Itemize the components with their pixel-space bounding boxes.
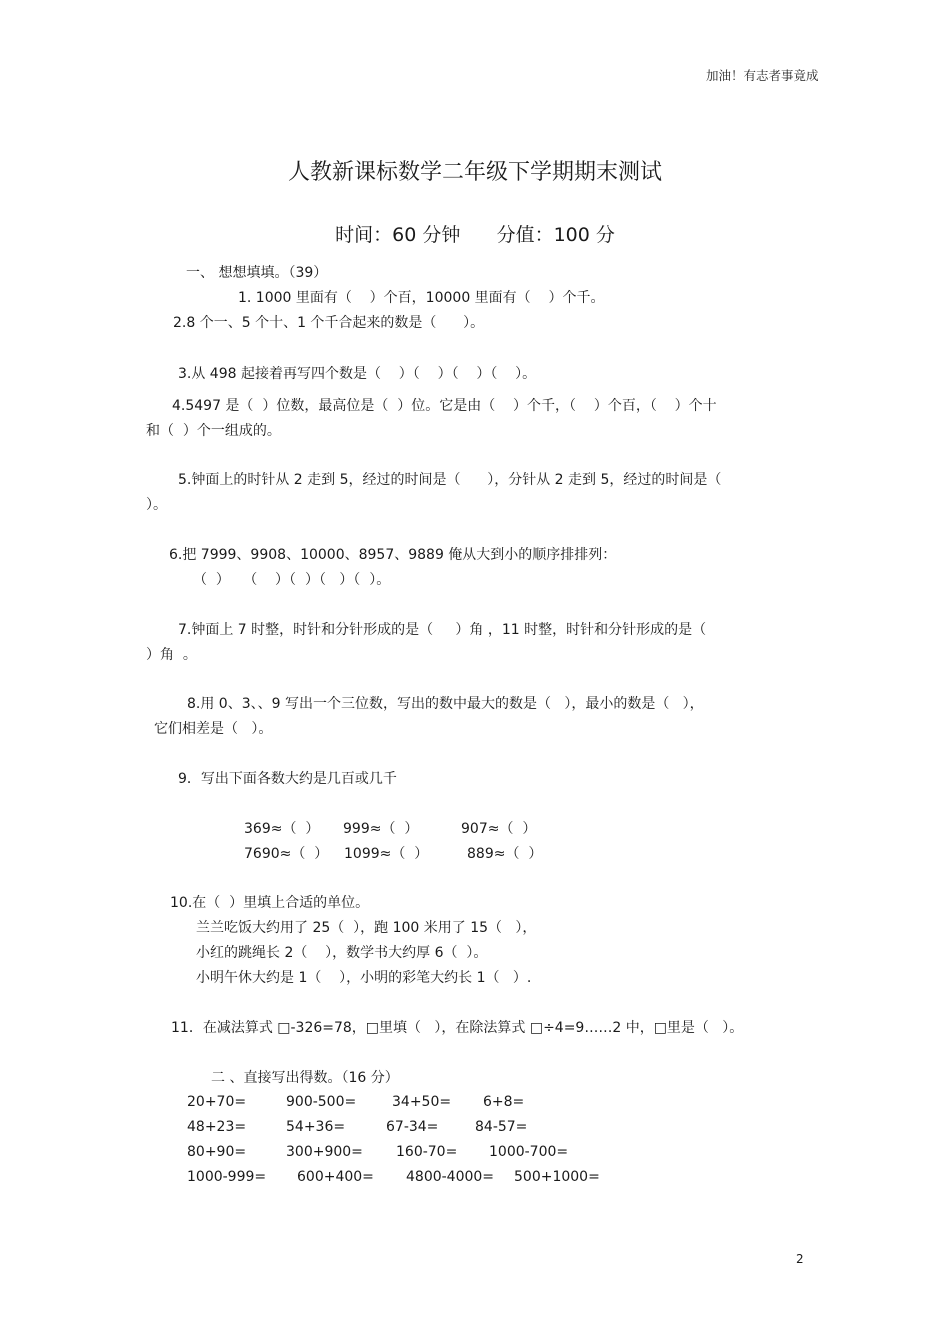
- question-8-line1: 8.用 0、3、、9 写出一个三位数，写出的数中最大的数是（ ），最小的数是（ ），: [187, 696, 704, 712]
- section1-heading: 一、 想想填填。（39）: [186, 265, 328, 281]
- page-title: 人教新课标数学二年级下学期期末测试: [287, 160, 662, 185]
- arithmetic-item: 54+36=: [286, 1119, 346, 1135]
- arithmetic-item: 300+900=: [286, 1144, 363, 1160]
- q9-estimate: 999≈（ ）: [343, 821, 419, 837]
- q9-estimate: 889≈（ ）: [467, 846, 543, 862]
- arithmetic-item: 1000-999=: [187, 1169, 267, 1185]
- arithmetic-item: 600+400=: [297, 1169, 374, 1185]
- question-7-line1: 7.钟面上 7 时整，时针和分针形成的是（ ）角 ，11 时整，时针和分针形成的是（: [178, 622, 707, 638]
- arithmetic-item: 160-70=: [396, 1144, 458, 1160]
- question-3: 3.从 498 起接着再写四个数是（ ）（ ）（ ）（ ）。: [178, 366, 537, 382]
- question-11: 11．在减法算式 □-326=78，□里填（ ），在除法算式 □÷4=9……2 中，□里是（ ）。: [171, 1020, 744, 1036]
- question-9-heading: 9．写出下面各数大约是几百或几千: [178, 771, 397, 787]
- page-number: 2: [796, 1252, 804, 1266]
- q9-estimate: 7690≈（ ）: [244, 846, 329, 862]
- arithmetic-item: 80+90=: [187, 1144, 247, 1160]
- arithmetic-item: 6+8=: [483, 1094, 525, 1110]
- question-1: 1. 1000 里面有（ ）个百，10000 里面有（ ）个千。: [238, 290, 605, 306]
- arithmetic-item: 1000-700=: [489, 1144, 569, 1160]
- question-5-line1: 5.钟面上的时针从 2 走到 5，经过的时间是（ ），分针从 2 走到 5，经过的时间是（: [178, 472, 722, 488]
- question-10-line3: 小明午休大约是 1（ ），小明的彩笔大约长 1（ ）.: [196, 970, 532, 986]
- question-10-heading: 10.在（ ）里填上合适的单位。: [170, 895, 370, 911]
- arithmetic-item: 900-500=: [286, 1094, 357, 1110]
- question-10-line1: 兰兰吃饭大约用了 25（ ），跑 100 米用了 15（ ），: [196, 920, 537, 936]
- arithmetic-item: 67-34=: [386, 1119, 439, 1135]
- question-4-line2: 和（ ）个一组成的。: [146, 423, 281, 439]
- question-6-line2: （ ） （ ）（ ）（ ）（ ）。: [193, 572, 391, 588]
- arithmetic-item: 84-57=: [475, 1119, 528, 1135]
- question-10-line2: 小红的跳绳长 2（ ），数学书大约厚 6（ ）。: [196, 945, 488, 961]
- question-7-line2: ）角 。: [146, 647, 197, 663]
- arithmetic-item: 500+1000=: [514, 1169, 600, 1185]
- question-8-line2: 它们相差是（ ）。: [154, 721, 273, 737]
- question-4-line1: 4.5497 是（ ）位数，最高位是（ ）位。它是由（ ）个千，（ ）个百，（ ）个十: [172, 398, 717, 414]
- page-subtitle: 时间：60 分钟 分值：100 分: [335, 224, 615, 246]
- arithmetic-item: 48+23=: [187, 1119, 247, 1135]
- section2-heading: 二 、直接写出得数。（16 分）: [211, 1070, 399, 1086]
- q9-estimate: 1099≈（ ）: [344, 846, 429, 862]
- header-motto: 加油！有志者事竟成: [706, 68, 819, 83]
- question-6-line1: 6.把 7999、9908、10000、8957、9889 俺从大到小的顺序排排列：: [169, 547, 617, 563]
- q9-estimate: 369≈（ ）: [244, 821, 320, 837]
- q9-estimate: 907≈（ ）: [461, 821, 537, 837]
- question-5-line2: ）。: [146, 497, 167, 513]
- arithmetic-item: 4800-4000=: [406, 1169, 495, 1185]
- question-2: 2.8 个一、5 个十、1 个千合起来的数是（ ）。: [173, 315, 485, 331]
- arithmetic-item: 20+70=: [187, 1094, 247, 1110]
- arithmetic-item: 34+50=: [392, 1094, 452, 1110]
